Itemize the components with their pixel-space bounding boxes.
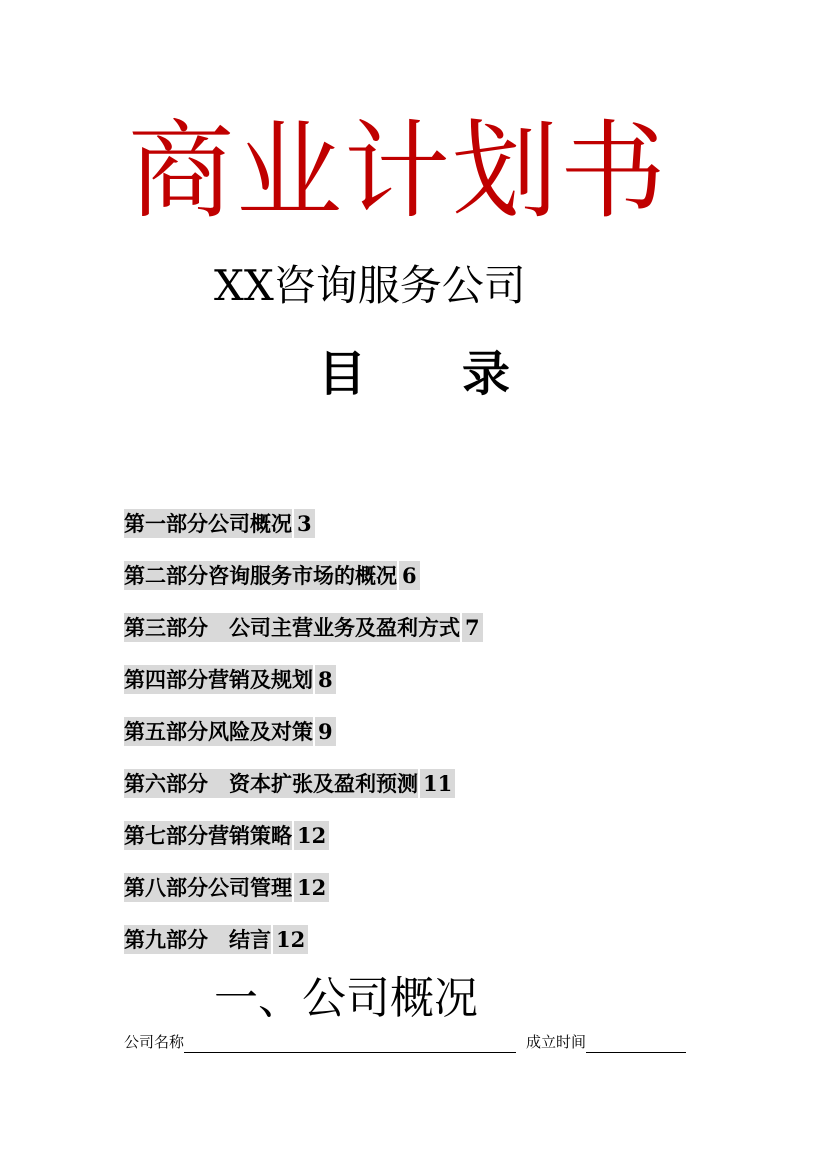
toc-item-page: 8: [315, 665, 336, 694]
toc-item[interactable]: [124, 610, 483, 662]
toc-item-page: 3: [294, 509, 315, 538]
toc-item-label: 第九部分 结言: [124, 927, 271, 952]
section-heading: 一、公司概况: [214, 973, 478, 1024]
toc-item[interactable]: [124, 818, 483, 870]
toc-item[interactable]: [124, 922, 483, 974]
toc-item[interactable]: [124, 870, 483, 922]
document-title: 商业计划书: [128, 110, 668, 233]
toc-item-label: 第一部分公司概况: [124, 511, 292, 536]
toc-item-label: 第三部分 公司主营业务及盈利方式: [124, 615, 460, 640]
company-name-label: 公司名称: [124, 1033, 185, 1051]
toc-item-label: 第六部分 资本扩张及盈利预测: [124, 771, 418, 796]
toc-item-label: 第八部分公司管理: [124, 875, 292, 900]
toc-item-label: 第五部分风险及对策: [124, 719, 313, 744]
founded-blank[interactable]: [586, 1036, 686, 1053]
toc-item-page: 7: [462, 613, 483, 642]
toc-heading: [318, 342, 510, 406]
toc-item-page: 6: [399, 561, 420, 590]
toc-item-page: 12: [273, 925, 308, 954]
toc-item-page: 9: [315, 717, 336, 746]
toc-item-page: 11: [420, 769, 455, 798]
toc-heading-left: 目: [318, 346, 367, 402]
table-of-contents: [124, 506, 483, 974]
toc-item[interactable]: [124, 558, 483, 610]
founded-label: 成立时间: [526, 1033, 587, 1051]
company-info-fields: [124, 1031, 686, 1053]
toc-item-label: 第二部分咨询服务市场的概况: [124, 563, 397, 588]
toc-item[interactable]: [124, 506, 483, 558]
toc-heading-right: 录: [462, 346, 511, 402]
company-name-blank[interactable]: [184, 1036, 516, 1053]
toc-item-page: 12: [294, 821, 329, 850]
company-name: XX咨询服务公司: [214, 261, 526, 310]
toc-item[interactable]: [124, 766, 483, 818]
toc-item[interactable]: [124, 714, 483, 766]
toc-item[interactable]: [124, 662, 483, 714]
toc-item-page: 12: [294, 873, 329, 902]
toc-item-label: 第七部分营销策略: [124, 823, 292, 848]
toc-item-label: 第四部分营销及规划: [124, 667, 313, 692]
